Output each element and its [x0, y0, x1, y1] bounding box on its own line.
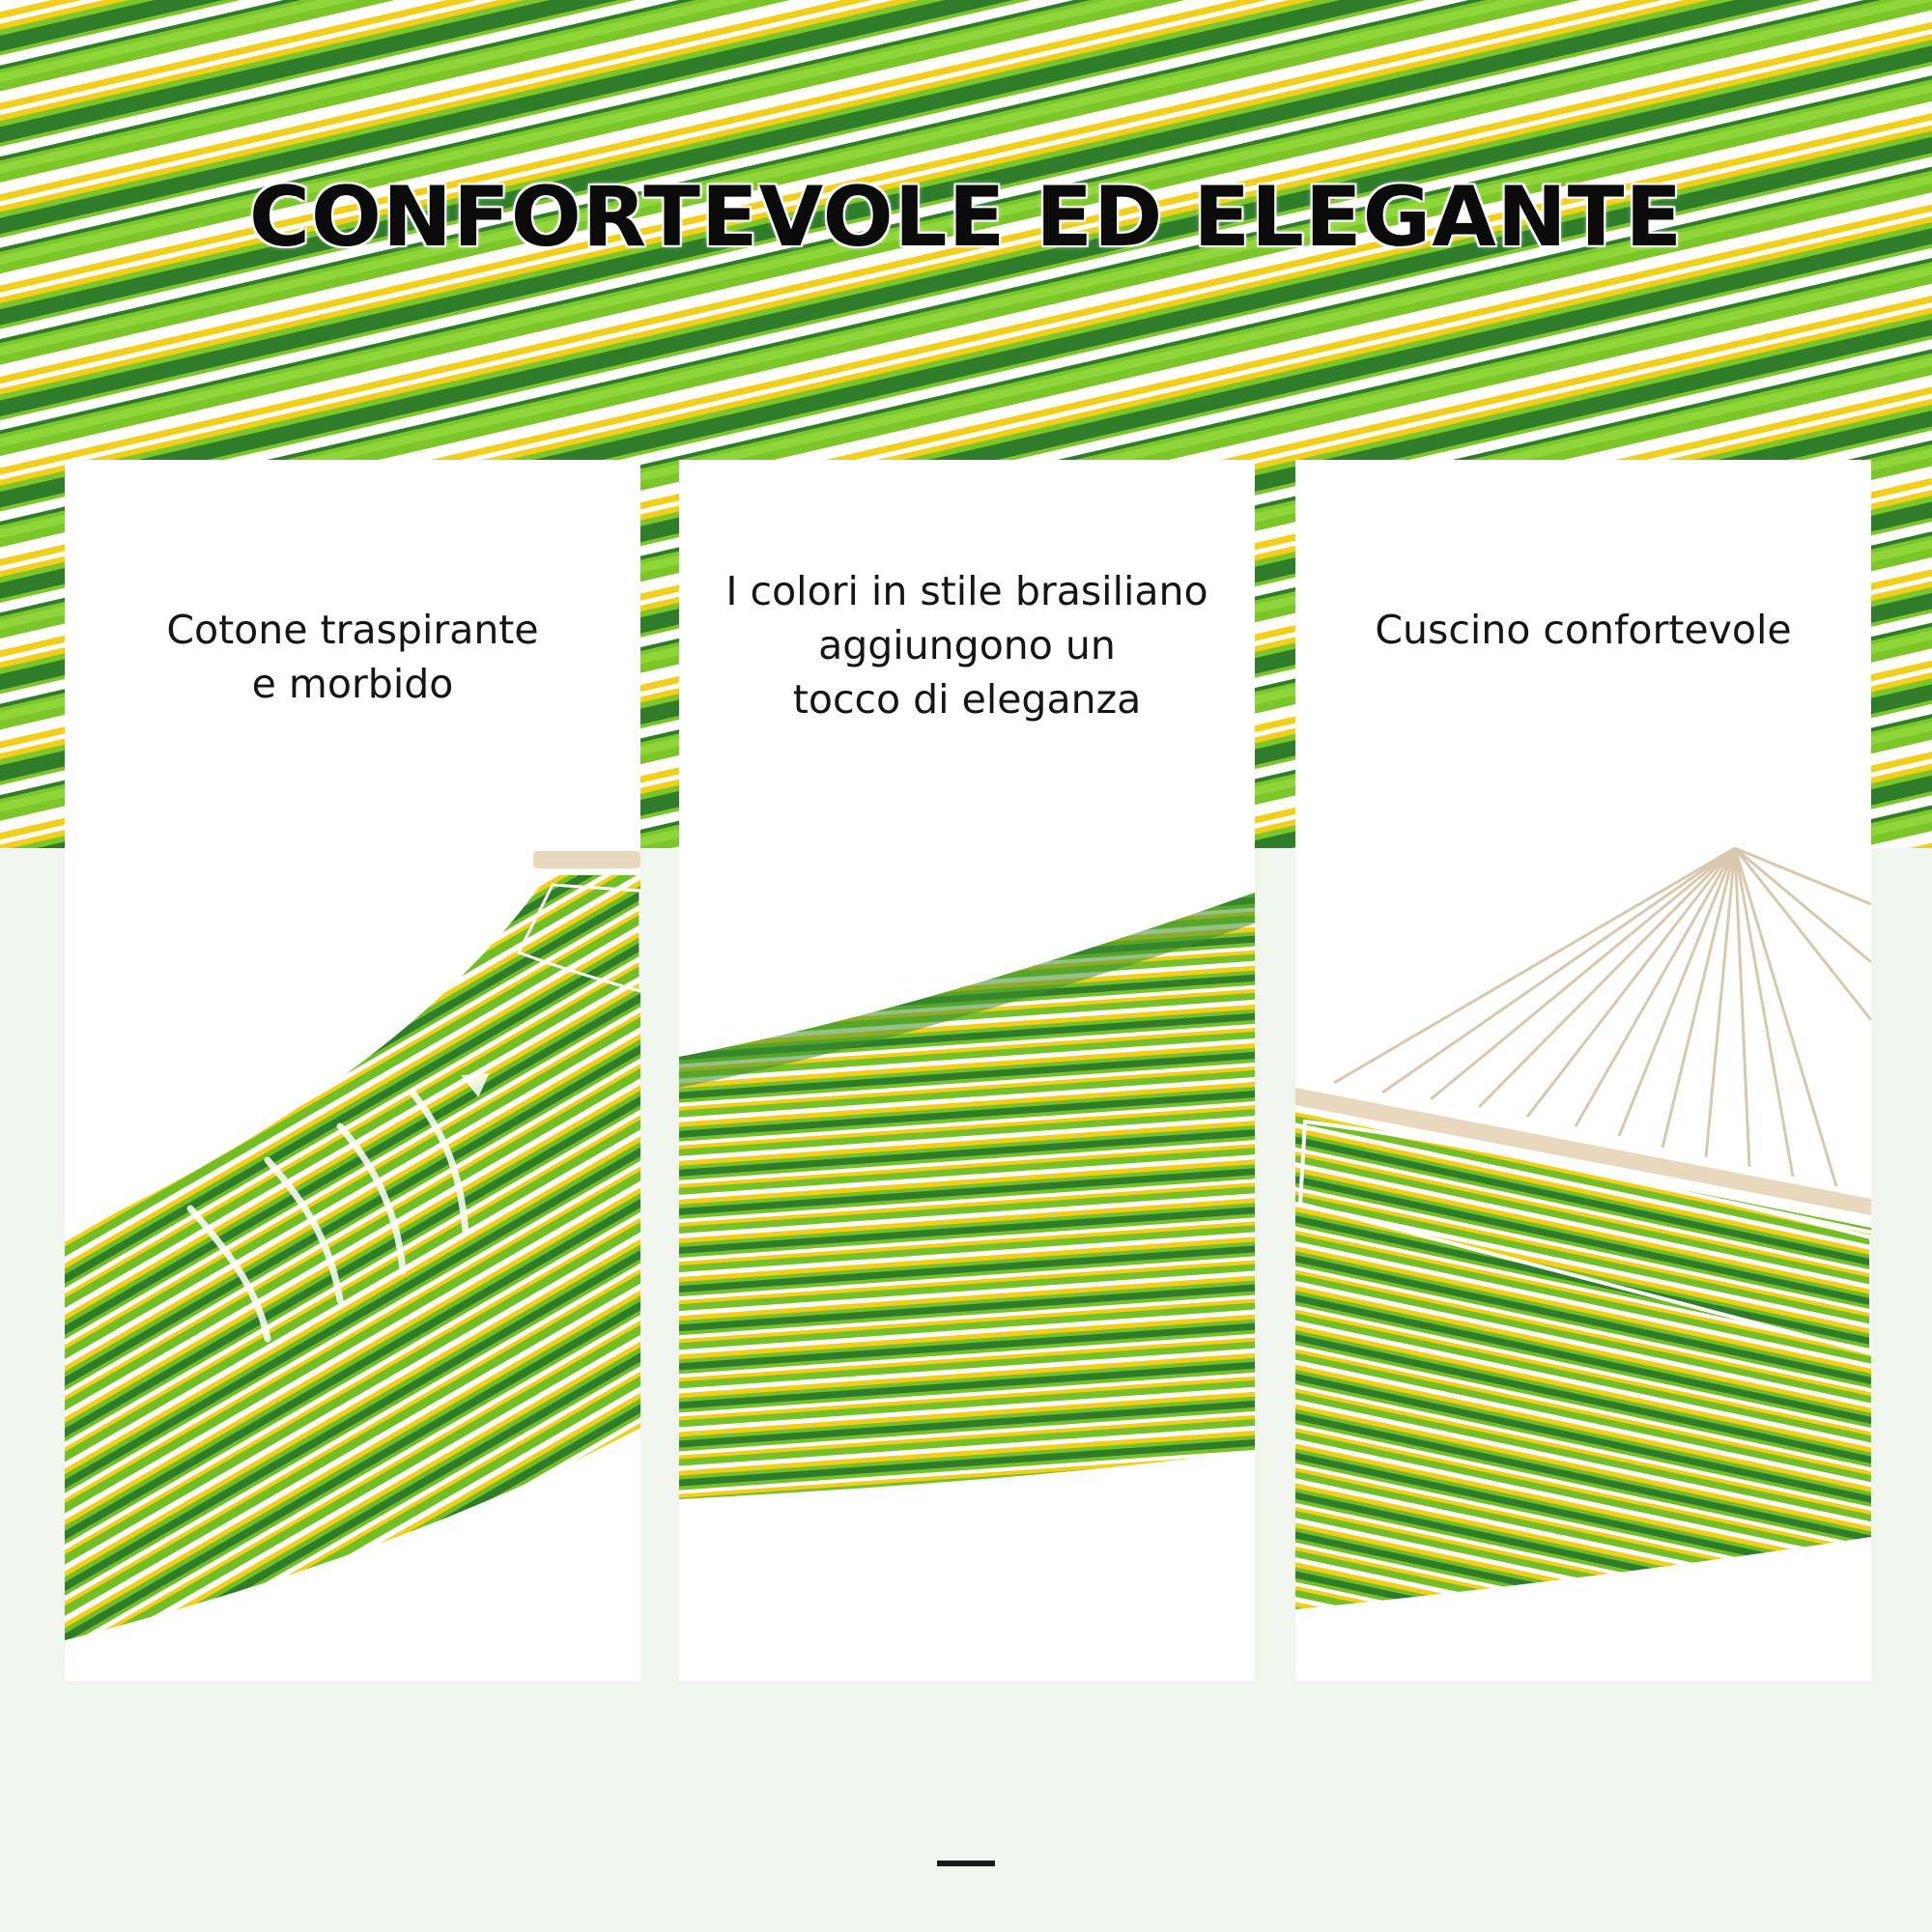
- hammock-fabric-photo: [65, 846, 640, 1681]
- caption-line: I colori in stile brasiliano: [725, 568, 1208, 614]
- hammock-ropes: [1334, 848, 1871, 1186]
- caption-line: Cuscino confortevole: [1375, 607, 1792, 653]
- caption-line: aggiungono un: [818, 622, 1116, 668]
- feature-caption: [65, 603, 640, 711]
- feature-card-breathable-cotton: [65, 460, 640, 1681]
- feature-card-brazilian-colors: [679, 460, 1255, 1681]
- hammock-bed-photo: [679, 846, 1255, 1681]
- caption-line: Cotone traspirante: [166, 607, 539, 653]
- caption-line: e morbido: [251, 661, 454, 707]
- feature-caption: [1295, 603, 1871, 657]
- hammock-body: [65, 875, 640, 1640]
- hammock-body: [679, 893, 1255, 1499]
- caption-line: tocco di eleganza: [792, 676, 1142, 723]
- feature-card-comfortable-pillow: [1295, 460, 1871, 1681]
- carousel-indicator[interactable]: [937, 1861, 995, 1866]
- page-title: CONFORTEVOLE ED ELEGANTE: [248, 169, 1684, 266]
- hammock-pillow-photo: [1295, 846, 1871, 1681]
- wooden-bar: [533, 851, 640, 868]
- feature-caption: [679, 564, 1255, 726]
